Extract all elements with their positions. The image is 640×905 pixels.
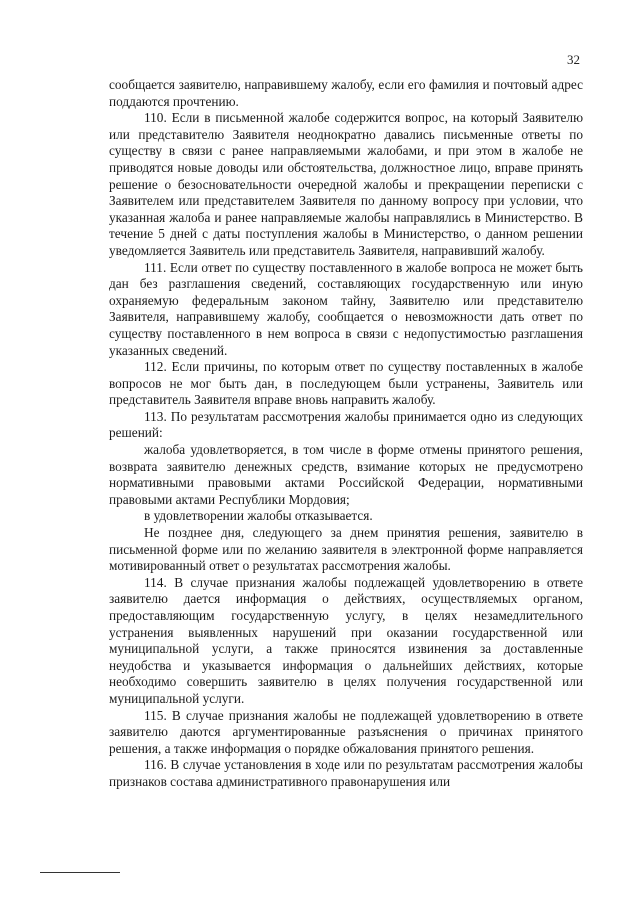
paragraph-115: 115. В случае признания жалобы не подлежащей удовлетворению в ответе заявителю даются аргументированные разъяснения о причинах принятого решения, а также информация о порядке обжалования принятого решения.	[109, 707, 583, 756]
paragraph-113-option-refused: в удовлетворении жалобы отказывается.	[144, 508, 373, 524]
document-body	[109, 77, 583, 791]
paragraph-113-option-satisfied: жалоба удовлетворяется, в том числе в форме отмены принятого решения, возврата заявителю денежных средств, взимание которых не предусмотрено нормативными правовыми актами Российской Федерации, нормативными правовыми актами Республики Мордовия;	[109, 442, 583, 507]
paragraph-114: 114. В случае признания жалобы подлежащей удовлетворению в ответе заявителю дается информация о действиях, осуществляемых органом, предоставляющим государственную услугу, в целях незамедлительного устранения выявленных нарушений при оказании государственной или муниципальной услуги, а также приносятся извинения за доставленные неудобства и указывается информация о дальнейших действиях, которые необходимо совершить заявителю в целях получения государственной или муниципальной услуги.	[109, 574, 583, 706]
paragraph-continuation: сообщается заявителю, направившему жалобу, если его фамилия и почтовый адрес поддаются прочтению.	[109, 77, 583, 109]
footnote-separator	[40, 872, 120, 873]
paragraph-110: 110. Если в письменной жалобе содержится вопрос, на который Заявителю или представителю Заявителя неоднократно давались письменные ответы по существу в связи с ранее направляемыми жалобами, и при этом в жалобе не приводятся новые доводы или обстоятельства, должностное лицо, вправе принять решение о безосновательности очередной жалобы и прекращении переписки с Заявителем или представителем Заявителя по данному вопросу при условии, что указанная жалоба и ранее направляемые жалобы направлялись в Министерство. В течение 5 дней с даты поступления жалобы в Министерство, о данном решении уведомляется Заявитель или представитель Заявителя, направивший жалобу.	[109, 110, 583, 258]
paragraph-111: 111. Если ответ по существу поставленного в жалобе вопроса не может быть дан без разглашения сведений, составляющих государственную или иную охраняемую федеральным законом тайну, Заявителю или представителю Заявителя, направившему жалобу, сообщается о невозможности дать ответ по существу поставленного в нем вопроса в связи с недопустимостью разглашения указанных сведений.	[109, 259, 583, 358]
paragraph-112: 112. Если причины, по которым ответ по существу поставленных в жалобе вопросов не мог быть дан, в последующем были устранены, Заявитель или представитель Заявителя вправе вновь направить жалобу.	[109, 359, 583, 408]
paragraph-113: 113. По результатам рассмотрения жалобы принимается одно из следующих решений:	[109, 408, 583, 441]
paragraph-116: 116. В случае установления в ходе или по результатам рассмотрения жалобы признаков состава административного правонарушения или	[109, 757, 583, 789]
paragraph-113-response-deadline: Не позднее дня, следующего за днем принятия решения, заявителю в письменной форме или по желанию заявителя в электронной форме направляется мотивированный ответ о результатах рассмотрения жалобы.	[109, 525, 583, 574]
page-number: 32	[567, 52, 580, 67]
